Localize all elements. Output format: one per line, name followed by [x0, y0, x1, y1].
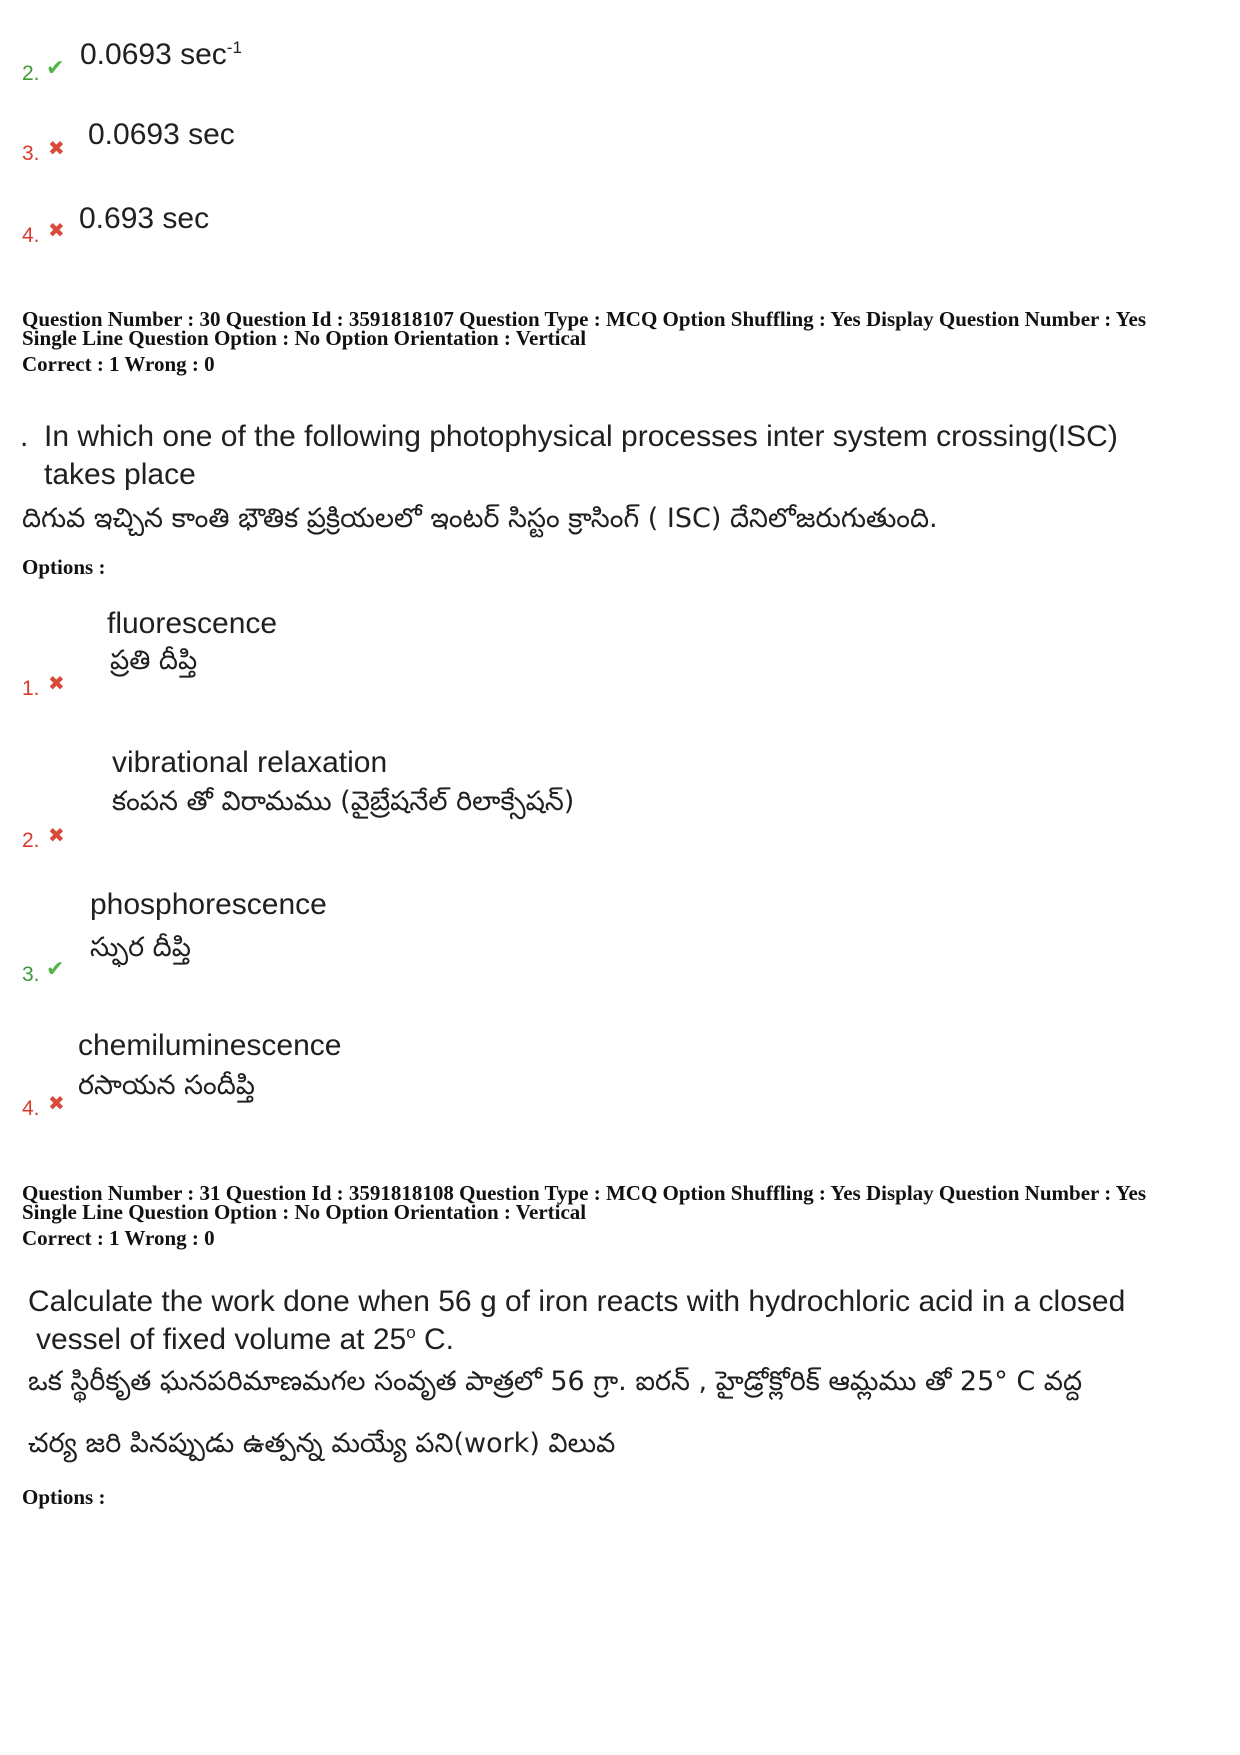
option-text: chemiluminescence	[78, 1029, 342, 1062]
cross-icon: ✖	[48, 218, 65, 242]
question-text: In which one of the following photophysical processes inter system crossing(ISC)	[44, 420, 1118, 453]
cross-icon: ✖	[48, 1091, 65, 1115]
question-text-telugu: దిగువ ఇచ్చిన కాంతి భౌతిక ప్రక్రియలలో ఇంటర్ సిస్టం క్రాసింగ్ ( ISC) దేనిలోజరుగుతుంది.	[22, 503, 938, 534]
option-text: vibrational relaxation	[112, 746, 388, 779]
check-icon: ✔	[46, 957, 65, 982]
option-text: 0.0693 $\sec^{-1}$	[80, 38, 242, 71]
option-text-telugu: స్ఫుర దీప్తి	[90, 932, 191, 963]
question-text-telugu: ఒక స్థిరీకృత ఘనపరిమాణమగల సంవృత పాత్రలో 56 గ్రా. ఐరన్ , హైడ్రోక్లోరిక్ ఆమ్లము తో 25° C వద్ద	[28, 1366, 1083, 1397]
question-prefix: .	[20, 420, 29, 453]
option-text-telugu: ప్రతి దీప్తి	[110, 645, 198, 676]
question-meta: Question Number : 31 Question Id : 3591818108 Question Type : MCQ Option Shuffling : Yes Display Question Number : Yes	[22, 1181, 1147, 1205]
question-score: Correct : 1 Wrong : 0	[22, 1226, 215, 1250]
question-score: Correct : 1 Wrong : 0	[22, 352, 215, 376]
question-meta: Single Line Question Option : No Option Orientation : Vertical	[22, 326, 587, 350]
option-number: 3.	[22, 142, 40, 165]
cross-icon: ✖	[48, 671, 65, 695]
option-text: 0.693 sec	[79, 202, 210, 235]
option-text-telugu: కంపన తో విరామము (వైబ్రేషనేల్ రిలాక్సేషన్)	[112, 786, 575, 817]
options-label: Options :	[22, 1485, 106, 1509]
question-text-telugu: చర్య జరి పినప్పుడు ఉత్పన్న మయ్యే పని(work) విలువ	[28, 1428, 616, 1459]
cross-icon: ✖	[48, 136, 65, 160]
check-icon: ✔	[46, 56, 65, 81]
question-text: takes place	[44, 458, 196, 491]
question-text: Calculate the work done when 56 g of iron reacts with hydrochloric acid in a closed	[28, 1285, 1126, 1318]
option-number: 1.	[22, 677, 40, 700]
question-meta: Single Line Question Option : No Option Orientation : Vertical	[22, 1200, 587, 1224]
cross-icon: ✖	[48, 823, 65, 847]
option-text: fluorescence	[107, 607, 278, 640]
option-number: 2.	[22, 829, 40, 852]
option-number: 3.	[22, 963, 40, 986]
option-text: phosphorescence	[90, 888, 327, 921]
option-text: 0.0693 sec	[88, 118, 235, 151]
option-number: 2.	[22, 62, 40, 85]
question-text: vessel of fixed volume at 25$^o$ C.	[36, 1323, 455, 1356]
option-number: 4.	[22, 224, 40, 247]
option-number: 4.	[22, 1097, 40, 1120]
options-label: Options :	[22, 555, 106, 579]
option-text-telugu: రసాయన సందీప్తి	[78, 1070, 256, 1101]
question-meta: Question Number : 30 Question Id : 3591818107 Question Type : MCQ Option Shuffling : Yes Display Question Number : Yes	[22, 307, 1147, 331]
